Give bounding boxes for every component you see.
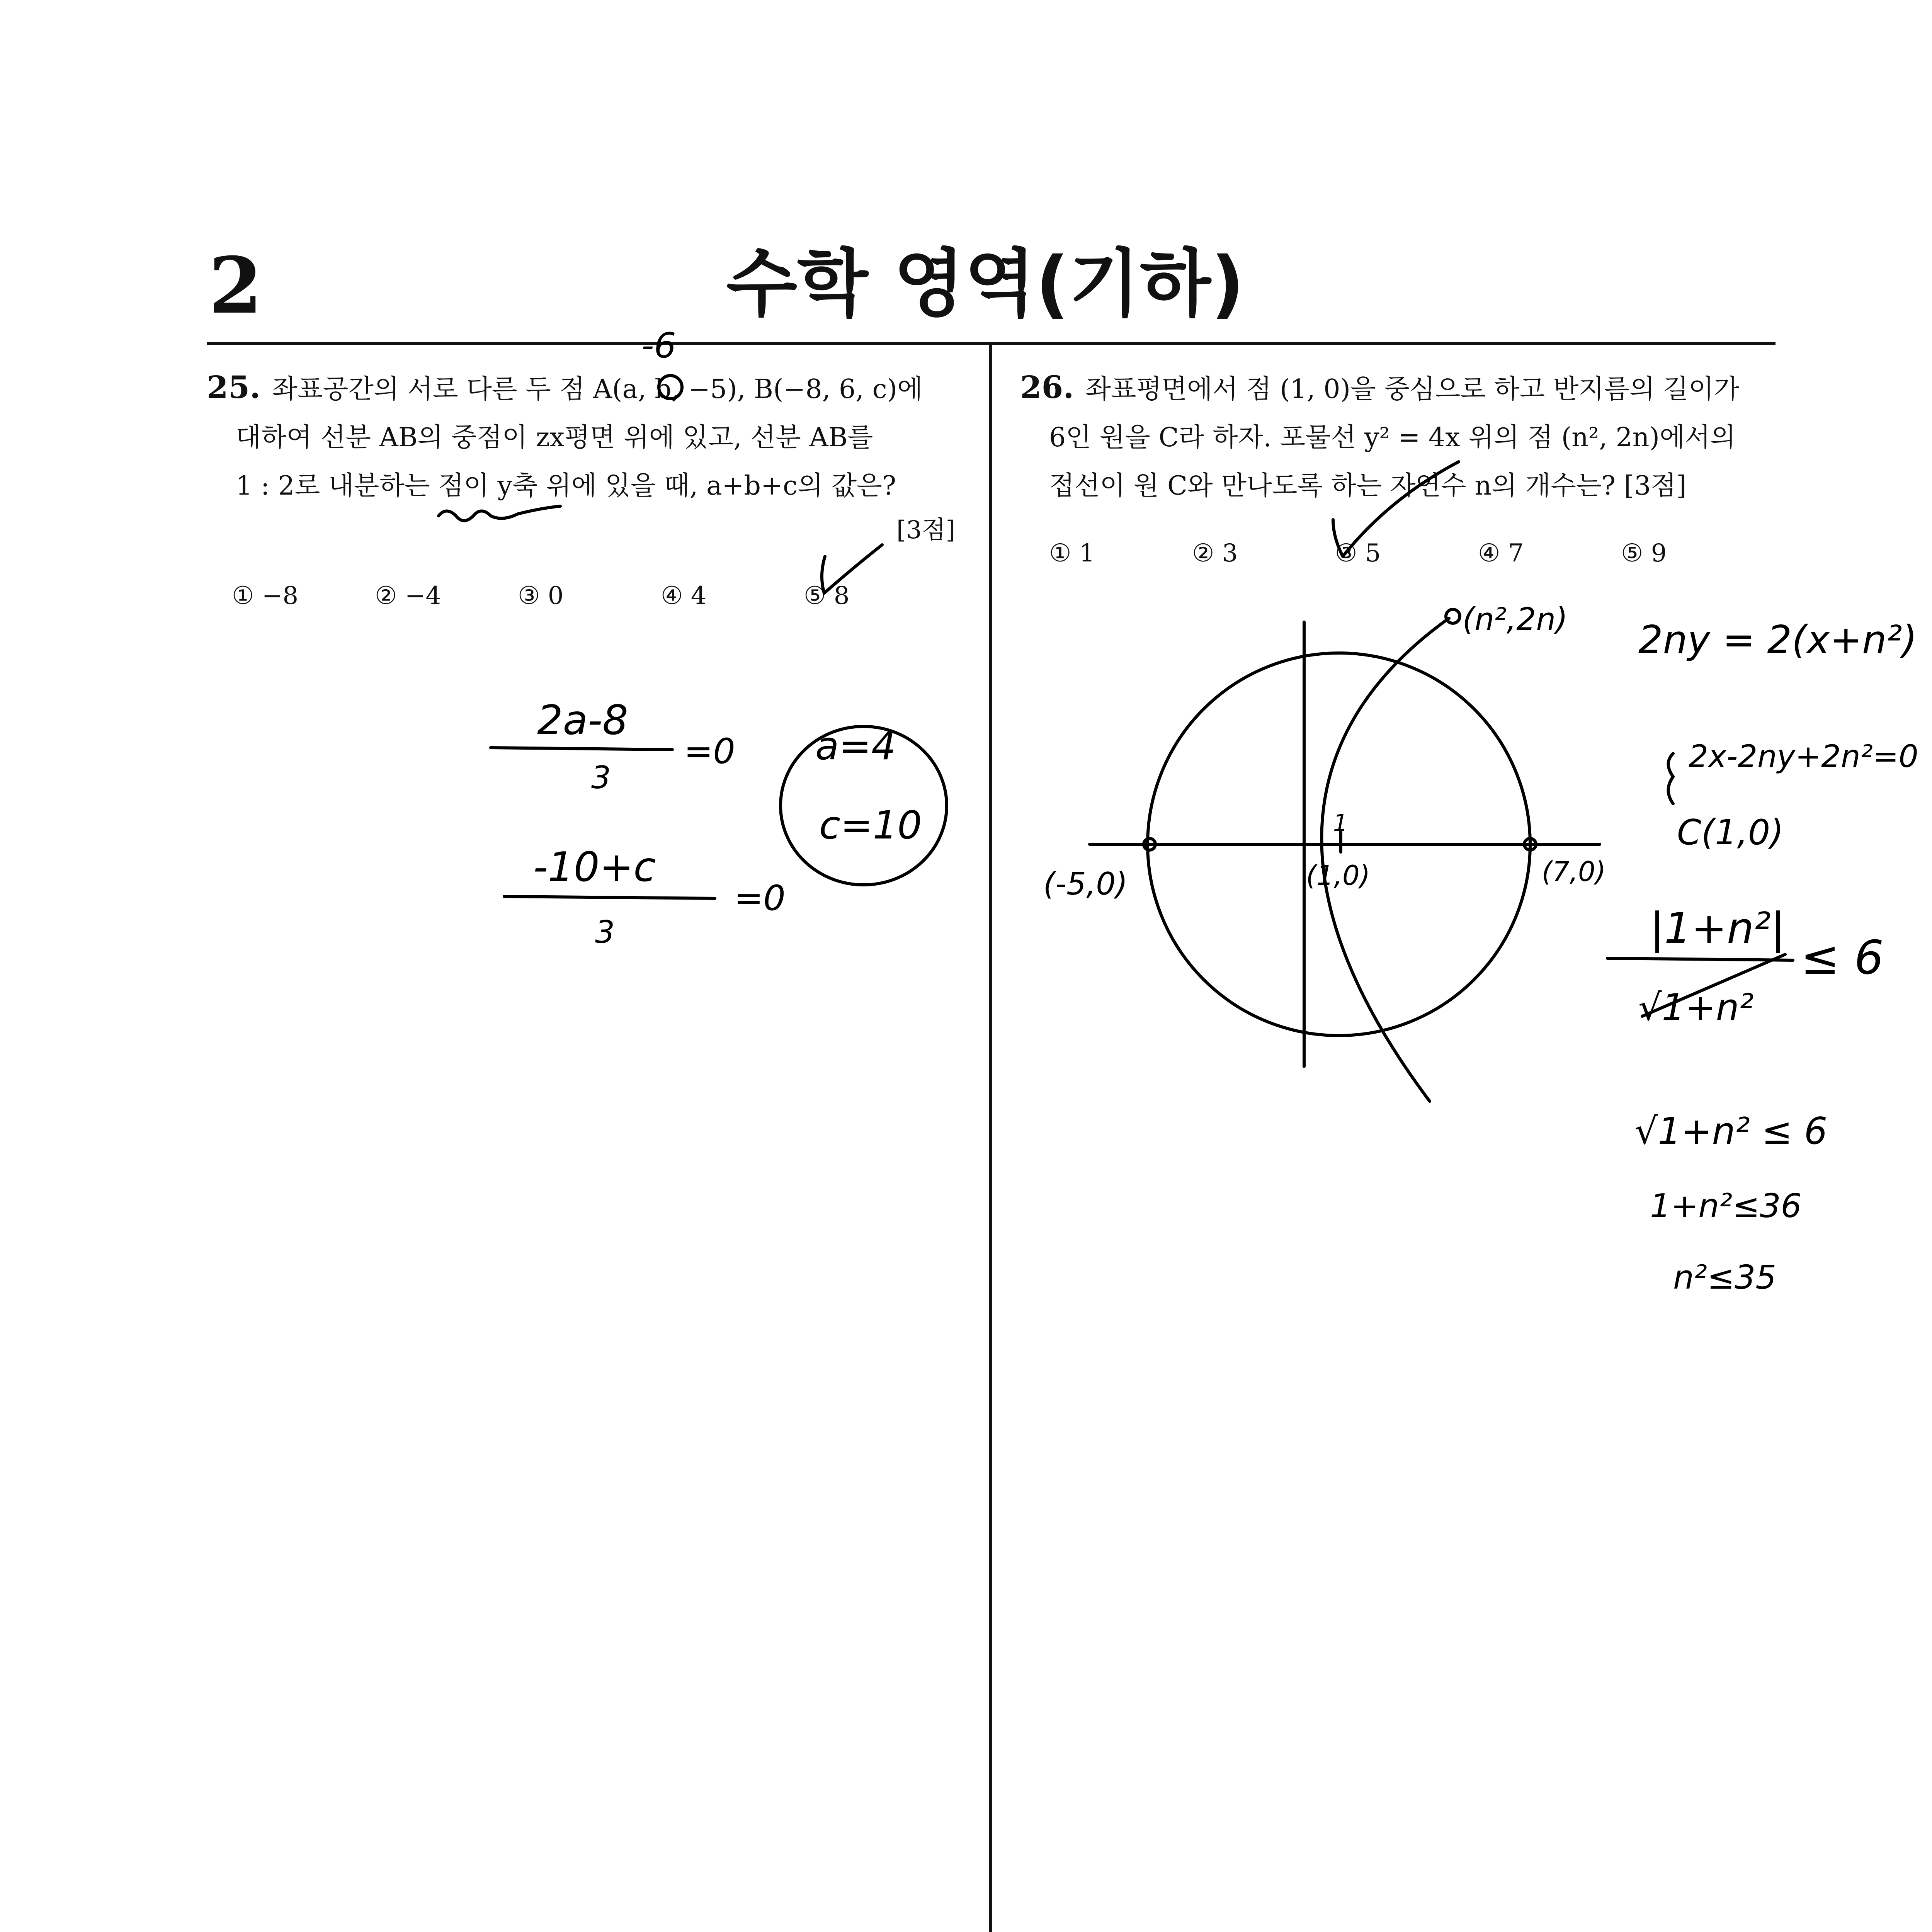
q26-choice-1[interactable]: ① 1 [1049,539,1095,568]
hw-q26-dist-strike [1642,954,1785,1016]
hw-q26-dist-rhs: ≤ 6 [1801,931,1884,985]
q25-choice-2[interactable]: ② −4 [375,582,442,610]
hw-q25-answer-circle [781,726,947,885]
q25-choice-1[interactable]: ① −8 [232,582,299,610]
hw-q26-label-left: (-5,0) [1043,866,1128,902]
column-divider [989,345,992,1932]
hw-q26-circle-c [1148,653,1530,1036]
q26-choices [1049,539,1745,574]
header-divider [207,342,1776,345]
hw-q26-step3: n²≤35 [1673,1259,1777,1297]
hw-q26-line-form: 2x-2ny+2n²=0 [1689,738,1918,774]
hw-q26-point-top [1446,609,1460,623]
q26-choice-5[interactable]: ⑤ 9 [1621,539,1667,568]
hw-q26-label-top: (n²,2n) [1463,601,1568,637]
hw-q26-tangent: 2ny = 2(x+n²) [1638,617,1917,662]
hw-q26-step2: 1+n²≤36 [1650,1187,1802,1225]
hw-q25-eq2-bar [504,896,715,898]
hw-q25-c: c=10 [819,803,922,848]
hw-q25-eq1-bar [491,748,672,750]
hw-q25-b-value: -6 [641,325,676,366]
hw-q26-step1: √1+n² ≤ 6 [1634,1110,1828,1153]
hw-q26-label-center: (1,0) [1306,860,1370,891]
q25-choices [232,582,966,616]
hw-q25-eq2-num: -10+c [533,844,656,891]
page-title: 수학 영역(기하) [726,241,1245,327]
hw-q25-eq2-rhs: =0 [734,878,786,918]
q25-line3: 1 : 2로 내분하는 점이 y축 위에 있을 때, a+b+c의 값은? [236,471,896,501]
hw-q26-dist-bar [1607,958,1793,960]
q25-choice-3[interactable]: ③ 0 [518,582,564,610]
hw-q25-eq2-den: 3 [595,914,615,950]
q26-line3: 접선이 원 C와 만나도록 하는 자연수 n의 개수는? [3점] [1049,471,1687,501]
hw-q26-parabola [1321,618,1449,1101]
hw-q26-tick-label: 1 [1333,810,1348,837]
hw-q26-point-right [1524,838,1536,850]
question-26 [1020,363,1777,510]
hw-q25-eq1-rhs: =0 [684,731,735,772]
hw-q26-point-left [1144,838,1155,850]
q26-line2: 6인 원을 C라 하자. 포물선 y² = 4x 위의 점 (n², 2n)에서의 [1049,422,1736,453]
q26-line1: 26. 좌표평면에서 점 (1, 0)을 중심으로 하고 반지름의 길이가 [1020,369,1740,405]
hw-q26-brace [1668,753,1673,804]
q26-choice-2[interactable]: ② 3 [1192,539,1238,568]
q26-choice-4[interactable]: ④ 7 [1478,539,1524,568]
hw-q26-center-note: C(1,0) [1677,812,1784,853]
q25-choice-4[interactable]: ④ 4 [661,582,707,610]
hw-q25-a: a=4 [815,723,896,769]
hw-q26-dist-den: √1+n² [1638,986,1754,1029]
q25-choice-5[interactable]: ⑤ 8 [804,582,850,610]
question-25 [207,363,980,510]
q25-points: [3점] [896,516,956,544]
hw-q25-eq1-num: 2a-8 [537,697,628,744]
page-number: 2 [209,240,263,331]
q26-number: 26. [1020,369,1074,405]
hw-q26-label-right: (7,0) [1542,856,1606,888]
q25-number: 25. [207,369,261,405]
hw-q25-eq1-den: 3 [591,760,611,796]
hw-q26-dist-num: |1+n²| [1650,903,1786,953]
q25-line2: 대하여 선분 AB의 중점이 zx평면 위에 있고, 선분 AB를 [236,422,873,453]
q26-choice-3[interactable]: ③ 5 [1335,539,1381,568]
q25-line1: 25. 좌표공간의 서로 다른 두 점 A(a, b, −5), B(−8, 6, c)에 [207,369,923,405]
